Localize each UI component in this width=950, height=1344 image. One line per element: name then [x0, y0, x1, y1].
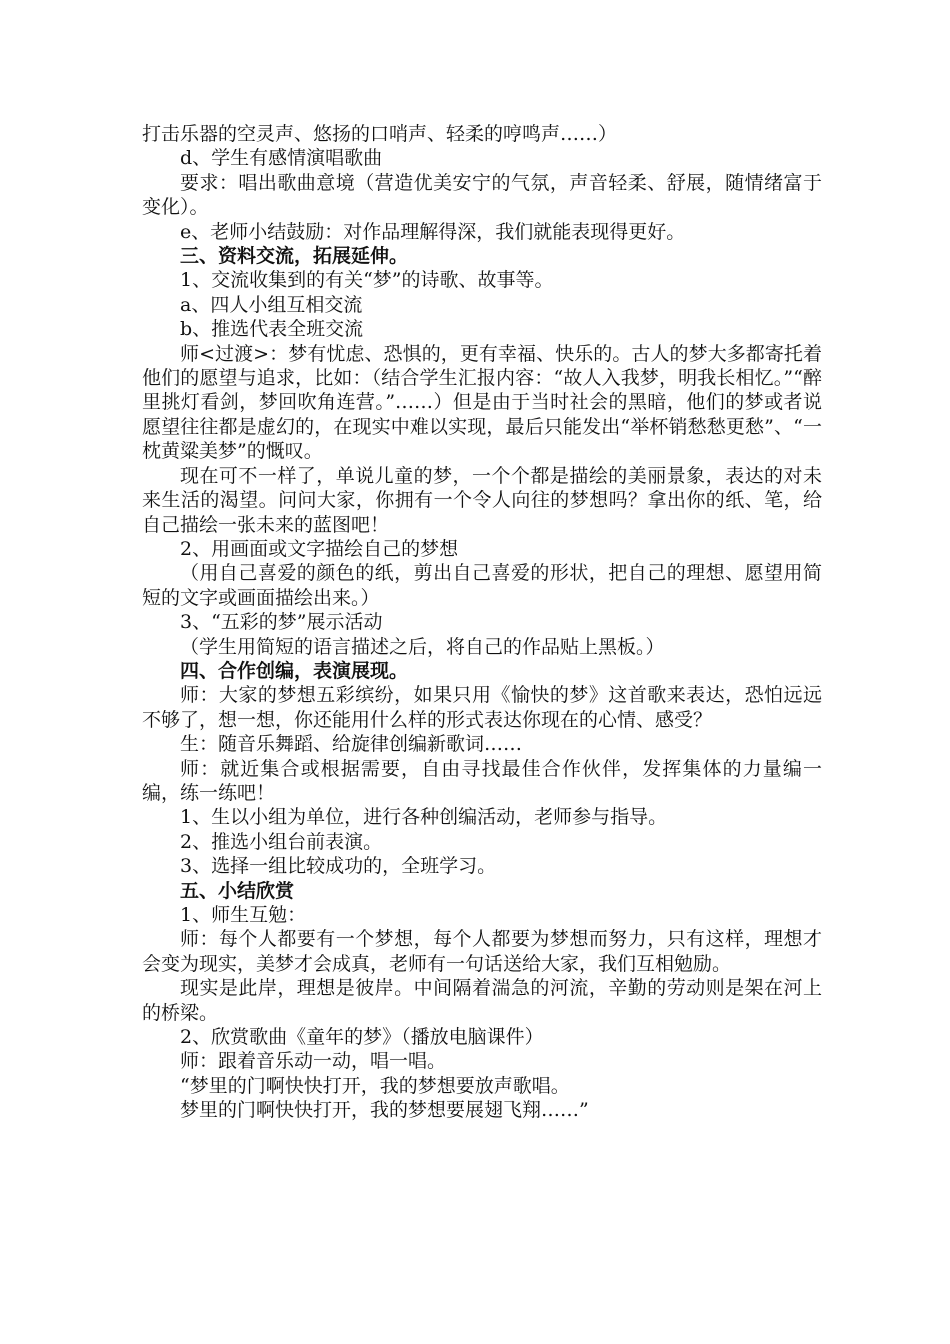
paragraph: 师：跟着音乐动一动，唱一唱。 [180, 1050, 447, 1073]
section-heading: 四、合作创编，表演展现。 [180, 659, 409, 682]
paragraph: 2、用画面或文字描绘自己的梦想 [180, 537, 459, 560]
paragraph: 3、“五彩的梦”展示活动 [180, 611, 383, 634]
paragraph: e、老师小结鼓励：对作品理解得深，我们就能表现得更好。 [180, 220, 686, 243]
paragraph: d、学生有感情演唱歌曲 [180, 147, 383, 170]
document-body [142, 122, 822, 1123]
paragraph: 师<过渡>：梦有忧虑、恐惧的，更有幸福、快乐的。古人的梦大多都寄托着他们的愿望与追求，比如：（结合学生汇报内容：“故人入我梦，明我长相忆。”“醉里挑灯看剑，梦回吹角连营。”……）但是由于当时社会的黑暗，他们的梦或者说愿望往往都是虚幻的，在现实中难以实现，最后只能发出“举杯销愁愁更愁”、“一枕黄粱美梦”的慨叹。 [142, 342, 822, 463]
paragraph: a、四人小组互相交流 [180, 293, 363, 316]
paragraph: 梦里的门啊快快打开，我的梦想要展翅飞翔……” [180, 1099, 589, 1122]
paragraph: 2、欣赏歌曲《童年的梦》（播放电脑课件） [180, 1026, 544, 1049]
paragraph: 师：大家的梦想五彩缤纷，如果只用《愉快的梦》这首歌来表达，恐怕远远不够了，想一想，你还能用什么样的形式表达你现在的心情、感受？ [142, 684, 822, 731]
paragraph: 1、生以小组为单位，进行各种创编活动，老师参与指导。 [180, 806, 668, 829]
paragraph: 3、选择一组比较成功的，全班学习。 [180, 855, 497, 878]
paragraph: （用自己喜爱的颜色的纸，剪出自己喜爱的形状，把自己的理想、愿望用简短的文字或画面描绘出来。） [142, 562, 822, 609]
paragraph: 现实是此岸，理想是彼岸。中间隔着湍急的河流，辛勤的劳动则是架在河上的桥梁。 [142, 977, 822, 1024]
paragraph: 1、师生互勉： [180, 904, 307, 926]
paragraph: 师：每个人都要有一个梦想，每个人都要为梦想而努力，只有这样，理想才会变为现实，美梦才会成真，老师有一句话送给大家，我们互相勉励。 [142, 928, 822, 975]
paragraph: 1、交流收集到的有关“梦”的诗歌、故事等。 [180, 269, 554, 292]
paragraph: 师：就近集合或根据需要，自由寻找最佳合作伙伴，发挥集体的力量编一编，练一练吧！ [142, 757, 822, 804]
paragraph: b、推选代表全班交流 [180, 318, 364, 341]
paragraph: 现在可不一样了，单说儿童的梦，一个个都是描绘的美丽景象，表达的对未来生活的渴望。问问大家，你拥有一个令人向往的梦想吗？拿出你的纸、笔，给自己描绘一张未来的蓝图吧！ [142, 464, 822, 536]
section-heading: 五、小结欣赏 [180, 879, 295, 902]
section-heading: 三、资料交流，拓展延伸。 [180, 245, 409, 268]
paragraph: （学生用简短的语言描述之后，将自己的作品贴上黑板。） [180, 635, 665, 658]
paragraph: 生：随音乐舞蹈、给旋律创编新歌词…… [180, 733, 523, 756]
paragraph: 打击乐器的空灵声、悠扬的口哨声、轻柔的哼鸣声……） [142, 123, 618, 145]
paragraph: “梦里的门啊快快打开，我的梦想要放声歌唱。 [180, 1074, 570, 1097]
paragraph: 2、推选小组台前表演。 [180, 830, 383, 853]
paragraph: 要求：唱出歌曲意境（营造优美安宁的气氛，声音轻柔、舒展，随情绪富于变化）。 [142, 171, 822, 219]
